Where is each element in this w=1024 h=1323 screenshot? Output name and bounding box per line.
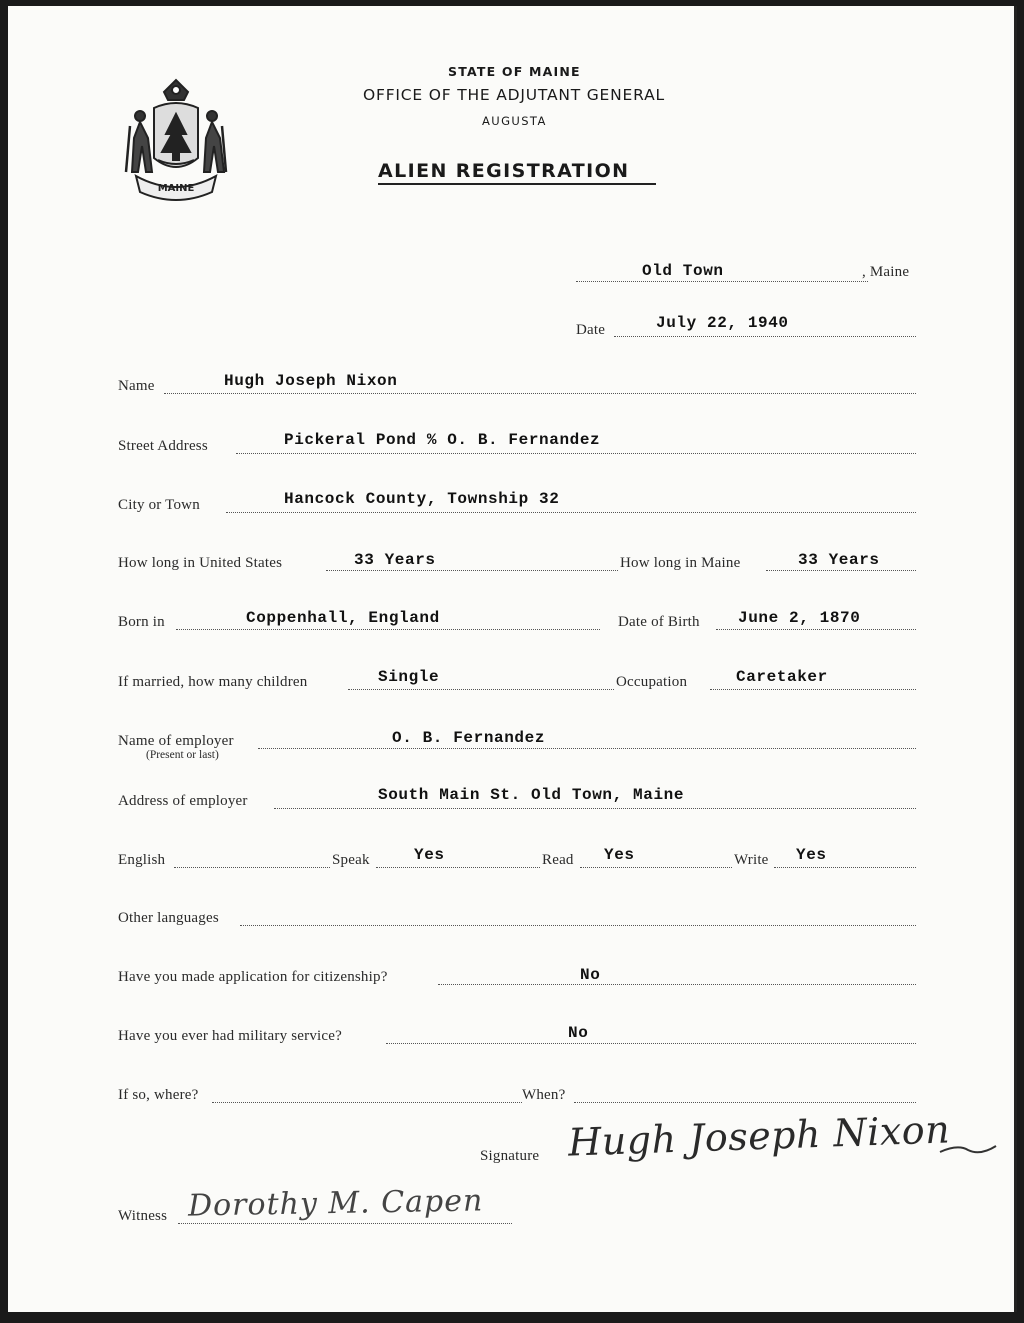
where-line: [212, 1102, 522, 1103]
citizenship-line: [438, 984, 916, 985]
employer-label: Name of employer: [118, 733, 234, 749]
signature-label: Signature: [480, 1148, 540, 1164]
born-in-label: Born in: [118, 614, 165, 630]
city-value: Hancock County, Township 32: [284, 490, 560, 508]
witness-line: [178, 1223, 512, 1224]
name-label: Name: [118, 378, 155, 394]
employer-address-label: Address of employer: [118, 793, 248, 809]
read-label: Read: [542, 852, 574, 868]
speak-value: Yes: [414, 846, 445, 864]
state-label: , Maine: [862, 264, 910, 280]
how-long-us-line: [326, 570, 618, 571]
signature-value: Hugh Joseph Nixon: [567, 1107, 951, 1165]
children-value: Single: [378, 668, 440, 686]
street-line: [236, 453, 916, 454]
street-label: Street Address: [118, 438, 208, 454]
office-heading: OFFICE OF THE ADJUTANT GENERAL: [363, 86, 665, 104]
town-line: [576, 281, 868, 282]
dob-line: [716, 629, 916, 630]
speak-line: [376, 867, 540, 868]
title-underline: [378, 183, 656, 185]
witness-label: Witness: [118, 1208, 168, 1224]
speak-label: Speak: [332, 852, 370, 868]
write-label: Write: [734, 852, 769, 868]
english-label: English: [118, 852, 166, 868]
write-line: [774, 867, 916, 868]
citizenship-value: No: [580, 966, 601, 984]
other-languages-label: Other languages: [118, 910, 219, 926]
employer-address-line: [274, 808, 916, 809]
occupation-value: Caretaker: [736, 668, 828, 686]
read-value: Yes: [604, 846, 635, 864]
occupation-label: Occupation: [616, 674, 688, 690]
town-value: Old Town: [642, 262, 724, 280]
date-line: [614, 336, 916, 337]
city-line: [226, 512, 916, 513]
when-line: [574, 1102, 916, 1103]
witness-value: Dorothy M. Capen: [187, 1183, 484, 1224]
city-label: City or Town: [118, 497, 200, 513]
date-label: Date: [576, 322, 606, 338]
seal-text: MAINE: [157, 183, 195, 194]
how-long-maine-line: [766, 570, 916, 571]
read-line: [580, 867, 732, 868]
how-long-maine-value: 33 Years: [798, 551, 880, 569]
registration-form: [8, 6, 1017, 1312]
how-long-us-label: How long in United States: [118, 555, 283, 571]
street-value: Pickeral Pond % O. B. Fernandez: [284, 431, 601, 449]
employer-sublabel: (Present or last): [146, 749, 219, 761]
state-heading: STATE OF MAINE: [448, 64, 581, 79]
citizenship-label: Have you made application for citizenship?: [118, 969, 388, 985]
military-line: [386, 1043, 916, 1044]
name-value: Hugh Joseph Nixon: [224, 372, 398, 390]
write-value: Yes: [796, 846, 827, 864]
children-label: If married, how many children: [118, 674, 308, 690]
english-line: [174, 867, 330, 868]
when-label: When?: [522, 1087, 566, 1103]
children-line: [348, 689, 614, 690]
date-value: July 22, 1940: [656, 314, 789, 332]
other-languages-line: [240, 925, 916, 926]
military-value: No: [568, 1024, 589, 1042]
form-title: ALIEN REGISTRATION: [378, 160, 630, 182]
how-long-us-value: 33 Years: [354, 551, 436, 569]
name-line: [164, 393, 916, 394]
how-long-maine-label: How long in Maine: [620, 555, 741, 571]
maine-seal-icon: [120, 76, 232, 204]
occupation-line: [710, 689, 916, 690]
signature-flourish-icon: [938, 1134, 998, 1164]
city-heading: AUGUSTA: [482, 114, 547, 128]
military-label: Have you ever had military service?: [118, 1028, 342, 1044]
where-label: If so, where?: [118, 1087, 199, 1103]
born-in-value: Coppenhall, England: [246, 609, 440, 627]
dob-label: Date of Birth: [618, 614, 700, 630]
born-in-line: [176, 629, 600, 630]
dob-value: June 2, 1870: [738, 609, 861, 627]
employer-address-value: South Main St. Old Town, Maine: [378, 786, 685, 804]
employer-line: [258, 748, 916, 749]
employer-value: O. B. Fernandez: [392, 729, 546, 747]
